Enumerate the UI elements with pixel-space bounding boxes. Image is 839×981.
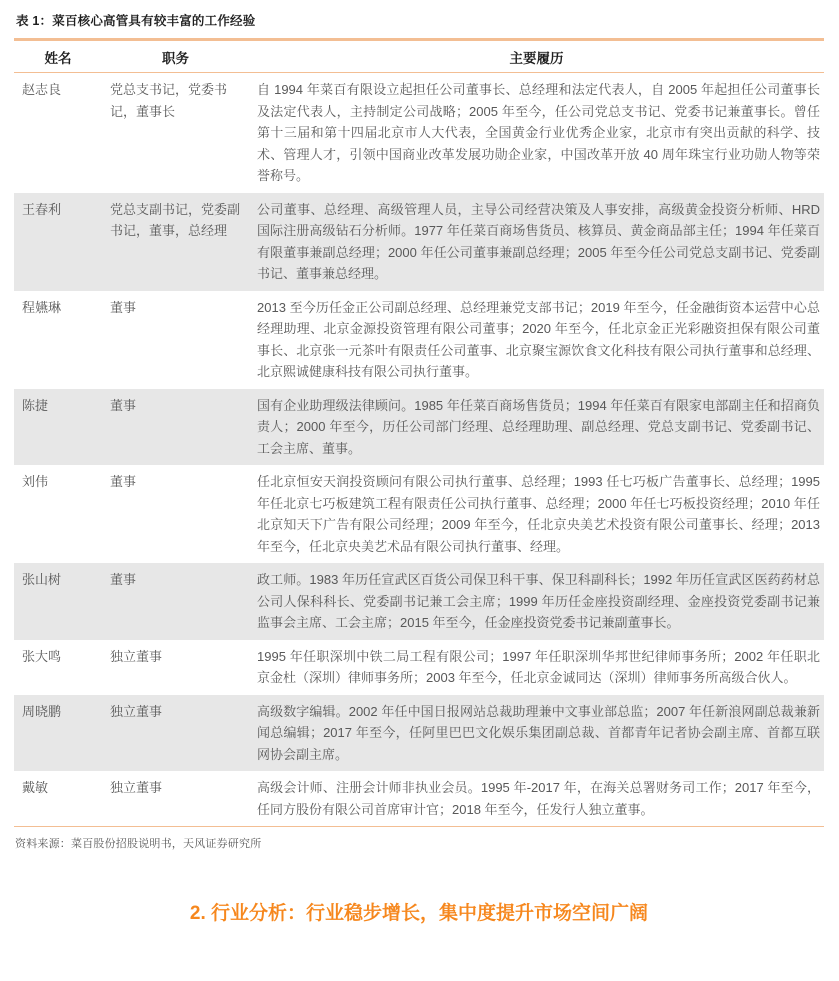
table-row [14, 73, 824, 193]
table-caption: 表 1：菜百核心高管具有较丰富的工作经验 [16, 14, 256, 28]
section-heading: 2. 行业分析：行业稳步增长，集中度提升市场空间广阔 [189, 903, 649, 924]
table-row [14, 563, 824, 640]
exec-experience-cell: 国有企业助理级法律顾问。1985 年任菜百商场售货员；1994 年任菜百有限家电部副主任和招商负责人；2000 年至今，历任公司部门经理、总经理助理、副总经理、党总支副书记、党委副书记、工会主席、董事。 [257, 397, 820, 456]
exec-experience-cell: 2013 至今历任金正公司副总经理、总经理兼党支部书记；2019 年至今，任金融街资本运营中心总经理助理、北京金源投资管理有限公司董事；2020 年至今，任北京金正光彩融资担保有限公司董事长、北京张一元茶叶有限责任公司董事、北京聚宝源饮食文化科技有限公司执行董事和总经理、北京熙诚健康科技有限公司执行董事。 [257, 299, 820, 379]
table-row [14, 771, 824, 827]
exec-experience-cell: 高级数字编辑。2002 年任中国日报网站总裁助理兼中文事业部总监；2007 年任新浪网副总裁兼新闻总编辑；2017 年至今，任阿里巴巴文化娱乐集团副总裁、首都青年记者协会副主席、首都互联网协会副主席。 [257, 703, 820, 762]
table-header-row [14, 41, 824, 73]
exec-name-cell: 戴敏 [22, 780, 49, 795]
exec-name-cell: 王春利 [22, 201, 62, 217]
source-note: 资料来源：菜百股份招股说明书，天风证券研究所 [15, 838, 262, 850]
exec-name-cell: 程嬿琳 [22, 299, 62, 315]
exec-name-cell: 周晓鹏 [22, 703, 62, 719]
exec-experience-cell: 政工师。1983 年历任宣武区百货公司保卫科干事、保卫科副科长；1992 年历任宣武区医药药材总公司人保科科长、党委副书记兼工会主席；1999 年历任金座投资副经理、金座投资党委副书记兼监事会主席、工会主席；2015 年至今，任金座投资党委书记兼副董事长。 [257, 572, 820, 630]
exec-name-cell: 刘伟 [22, 474, 49, 489]
exec-position-cell: 党总支副书记，党委副书记，董事，总经理 [110, 201, 241, 238]
table-row [14, 291, 824, 389]
column-header-experience: 主要履历 [249, 41, 824, 73]
exec-experience-cell: 高级会计师、注册会计师非执业会员。1995 年-2017 年，在海关总署财务司工作；2017 年至今，任同方股份有限公司首席审计官；2018 年至今，任发行人独立董事。 [257, 780, 820, 817]
exec-position-cell: 董事 [110, 474, 137, 489]
exec-position-cell: 董事 [110, 572, 137, 587]
table-row [14, 640, 824, 695]
exec-position-cell: 董事 [110, 397, 137, 413]
exec-name-cell: 张山树 [22, 572, 62, 587]
executives-table [14, 41, 824, 827]
exec-experience-cell: 任北京恒安天润投资顾问有限公司执行董事、总经理；1993 任七巧板广告董事长、总经理；1995 年任北京七巧板建筑工程有限责任公司执行董事、总经理；2000 年任七巧板投资经理；2010 年任北京知天下广告有限公司经理；2009 年至今，任北京央美艺术投资有限公司董事长、经理；2013 年至今，任北京央美艺术品有限公司执行董事、经理。 [257, 474, 820, 554]
exec-name-cell: 赵志良 [22, 82, 62, 97]
exec-name-cell: 陈捷 [22, 397, 49, 413]
exec-position-cell: 独立董事 [110, 780, 163, 795]
column-header-position: 职务 [102, 41, 249, 73]
exec-table-body [14, 73, 824, 827]
exec-position-cell: 党总支书记，党委书记，董事长 [110, 82, 228, 119]
exec-experience-cell: 1995 年任职深圳中铁二局工程有限公司；1997 年任职深圳华邦世纪律师事务所；2002 年任职北京金杜（深圳）律师事务所；2003 年至今，任北京金诚同达（深圳）律师事务所高级合伙人。 [257, 648, 820, 685]
exec-experience-cell: 自 1994 年菜百有限设立起担任公司董事长、总经理和法定代表人，自 2005 年起担任公司董事长及法定代表人，主持制定公司战略；2005 年至今，任公司党总支书记、党委书记兼董事长。曾任第十三届和第十四届北京市人大代表，全国黄金行业优秀企业家，北京市有突出贡献的科学、技术、管理人才，引领中国商业改革发展功勋企业家，中国改革开放 40 周年珠宝行业功勋人物等荣誉称号。 [257, 82, 820, 183]
table-row [14, 389, 824, 466]
exec-position-cell: 独立董事 [110, 703, 163, 719]
exec-experience-cell: 公司董事、总经理、高级管理人员，主导公司经营决策及人事安排，高级黄金投资分析师、HRD 国际注册高级钻石分析师。1977 年任菜百商场售货员、核算员、黄金商品部主任；1994 年任菜百有限董事兼副总经理；2000 年任公司董事兼副总经理；2005 年至今任公司党总支副书记、党委副书记、董事兼总经理。 [257, 201, 820, 281]
table-row [14, 695, 824, 772]
exec-name-cell: 张大鸣 [22, 648, 62, 664]
exec-position-cell: 独立董事 [110, 648, 163, 664]
table-row [14, 193, 824, 291]
exec-position-cell: 董事 [110, 299, 137, 315]
table-row [14, 465, 824, 563]
column-header-name: 姓名 [14, 41, 102, 73]
